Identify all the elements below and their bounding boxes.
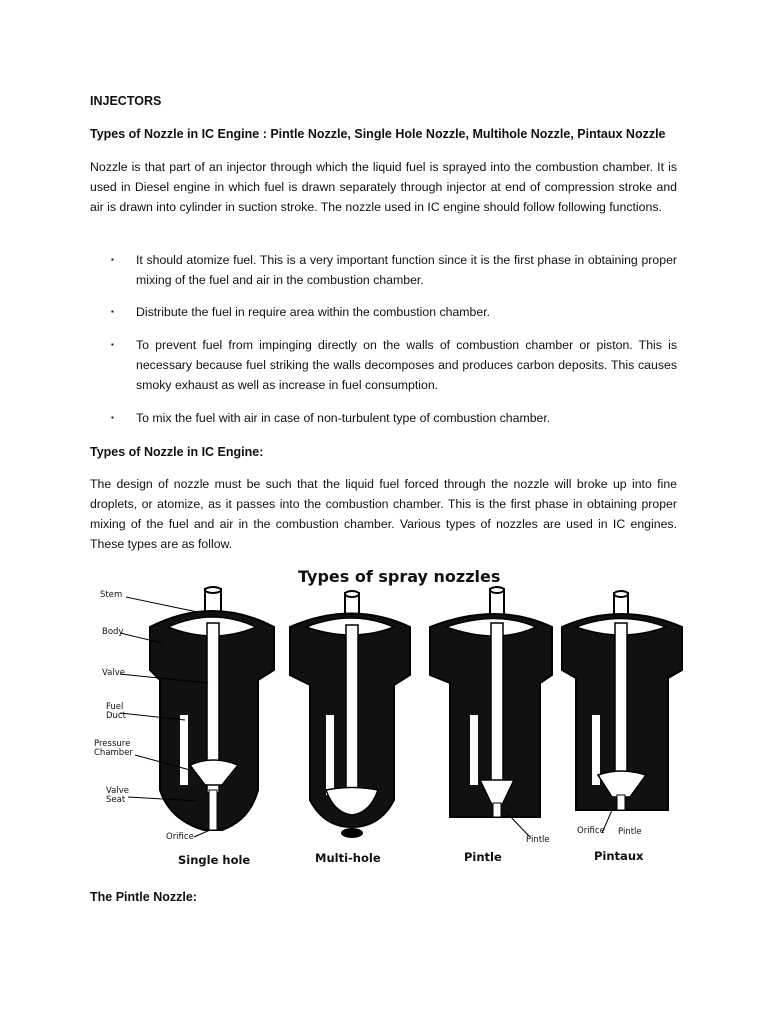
bullet-icon: ▪ [111, 413, 114, 422]
caption-pintle: Pintle [464, 850, 502, 864]
label-body: Body [102, 627, 124, 637]
list-item-text: It should atomize fuel. This is a very important function since it is the first phase in obtaining proper mixing of the fuel and air in the combustion chamber. [136, 253, 677, 287]
section-paragraph: The design of nozzle must be such that the liquid fuel forced through the nozzle will broke up into fine droplets, or atomize, as it passes into the combustion chamber. This is the first phase in obtaining proper mixing of the fuel and air in the combustion chamber. Various types of nozzles are used in IC engines. These types are as follow. [90, 477, 677, 551]
caption-single-hole: Single hole [178, 853, 251, 867]
label-pintle-pintaux: Pintle [618, 827, 642, 837]
bullet-icon: ▪ [111, 340, 114, 349]
list-item [111, 250, 677, 290]
bullet-icon: ▪ [111, 307, 114, 316]
label-orifice-pintaux: Orifice [577, 826, 605, 836]
label-stem: Stem [100, 590, 123, 600]
list-item [111, 335, 677, 395]
list-item-text: To prevent fuel from impinging directly on the walls of combustion chamber or piston. This is necessary because fuel striking the walls decomposes and produces carbon deposits. This causes smoky exhaust as well as increase in fuel consumption. [136, 338, 677, 392]
list-item-text: Distribute the fuel in require area within the combustion chamber. [136, 305, 491, 319]
label-fuel-duct: Fuel Duct [106, 702, 126, 721]
pintle-nozzle-drawing [430, 587, 552, 837]
label-pintle: Pintle [526, 835, 550, 845]
caption-pintaux: Pintaux [594, 849, 644, 863]
label-pressure-chamber: Pressure Chamber [94, 739, 133, 758]
list-item-text: To mix the fuel with air in case of non-turbulent type of combustion chamber. [136, 411, 551, 425]
label-valve-seat: Valve Seat [106, 786, 129, 805]
list-item [111, 302, 677, 322]
list-item [111, 408, 677, 428]
label-valve: Valve [102, 668, 125, 678]
pintaux-nozzle-drawing [562, 591, 682, 833]
document-subtitle: Types of Nozzle in IC Engine : Pintle Nozzle, Single Hole Nozzle, Multihole Nozzle, Pintaux Nozzle [90, 127, 666, 141]
bullet-icon: ▪ [111, 255, 114, 264]
single-hole-nozzle-drawing [150, 587, 274, 830]
footer-heading: The Pintle Nozzle: [90, 890, 197, 904]
caption-multi-hole: Multi-hole [315, 851, 381, 865]
nozzle-figure [90, 565, 690, 875]
figure-title: Types of spray nozzles [298, 567, 501, 586]
label-orifice: Orifice [166, 832, 194, 842]
multi-hole-nozzle-drawing [290, 591, 410, 838]
section-heading: Types of Nozzle in IC Engine: [90, 445, 264, 459]
document-title: INJECTORS [90, 94, 162, 108]
intro-paragraph: Nozzle is that part of an injector through which the liquid fuel is sprayed into the combustion chamber. It is used in Diesel engine in which fuel is drawn separately through injector at end of compression stroke and air is drawn into cylinder in suction stroke. The nozzle used in IC engine should follow following functions. [90, 160, 677, 214]
